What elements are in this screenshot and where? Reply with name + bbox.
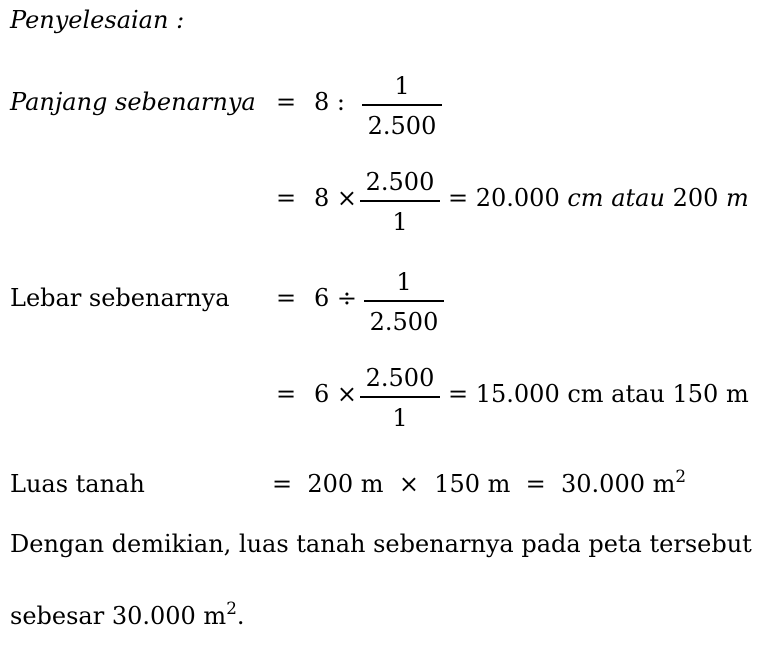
lebar-lhs-1: 6 ÷ (314, 284, 358, 312)
panjang-fraction-1 (362, 74, 442, 138)
panjang-result (448, 186, 749, 210)
lebar-eq-2: = (276, 380, 297, 408)
panjang-result-value: = 20.000 (448, 184, 560, 212)
fraction-denominator: 2.500 (367, 112, 437, 140)
panjang-value-m: 200 (672, 184, 719, 212)
fraction-bar (362, 104, 442, 106)
luas-exponent: 2 (675, 465, 687, 486)
lebar-fraction-2 (360, 366, 440, 430)
fraction-denominator: 1 (392, 404, 408, 432)
lebar-lhs-2: 6 × (314, 380, 358, 408)
fraction-denominator: 2.500 (369, 308, 439, 336)
panjang-unit-m: m (726, 184, 749, 212)
fraction-numerator: 2.500 (365, 168, 435, 196)
conclusion-line-2 (10, 597, 245, 630)
panjang-label: Panjang sebenarnya (10, 88, 256, 116)
lebar-result: = 15.000 cm atau 150 m (448, 380, 749, 408)
lebar-fraction-1 (364, 270, 444, 334)
fraction-bar (364, 300, 444, 302)
panjang-lhs-1: 8 : (314, 88, 345, 116)
solution-heading: Penyelesaian : (10, 6, 185, 34)
lebar-label: Lebar sebenarnya (10, 284, 230, 312)
fraction-bar (360, 200, 440, 202)
fraction-denominator: 1 (392, 208, 408, 236)
luas-expression (272, 465, 687, 498)
lebar-eq-1: = (276, 284, 297, 312)
luas-expression-text: = 200 m × 150 m = 30.000 m (272, 470, 676, 498)
panjang-lhs-2: 8 × (314, 184, 358, 212)
fraction-bar (360, 396, 440, 398)
panjang-eq-2: = (276, 184, 297, 212)
panjang-atau: atau (611, 184, 665, 212)
conclusion-line-1: Dengan demikian, luas tanah sebenarnya pada peta tersebut (10, 530, 752, 558)
panjang-unit-cm: cm (567, 184, 604, 212)
fraction-numerator: 1 (396, 268, 412, 296)
conclusion-exponent: 2 (226, 597, 237, 618)
conclusion-line-2-text: sebesar 30.000 m (10, 602, 227, 630)
panjang-eq-1: = (276, 88, 297, 116)
fraction-numerator: 1 (394, 72, 410, 100)
fraction-numerator: 2.500 (365, 364, 435, 392)
panjang-fraction-2 (360, 170, 440, 234)
luas-label: Luas tanah (10, 470, 145, 498)
conclusion-period: . (236, 602, 245, 630)
